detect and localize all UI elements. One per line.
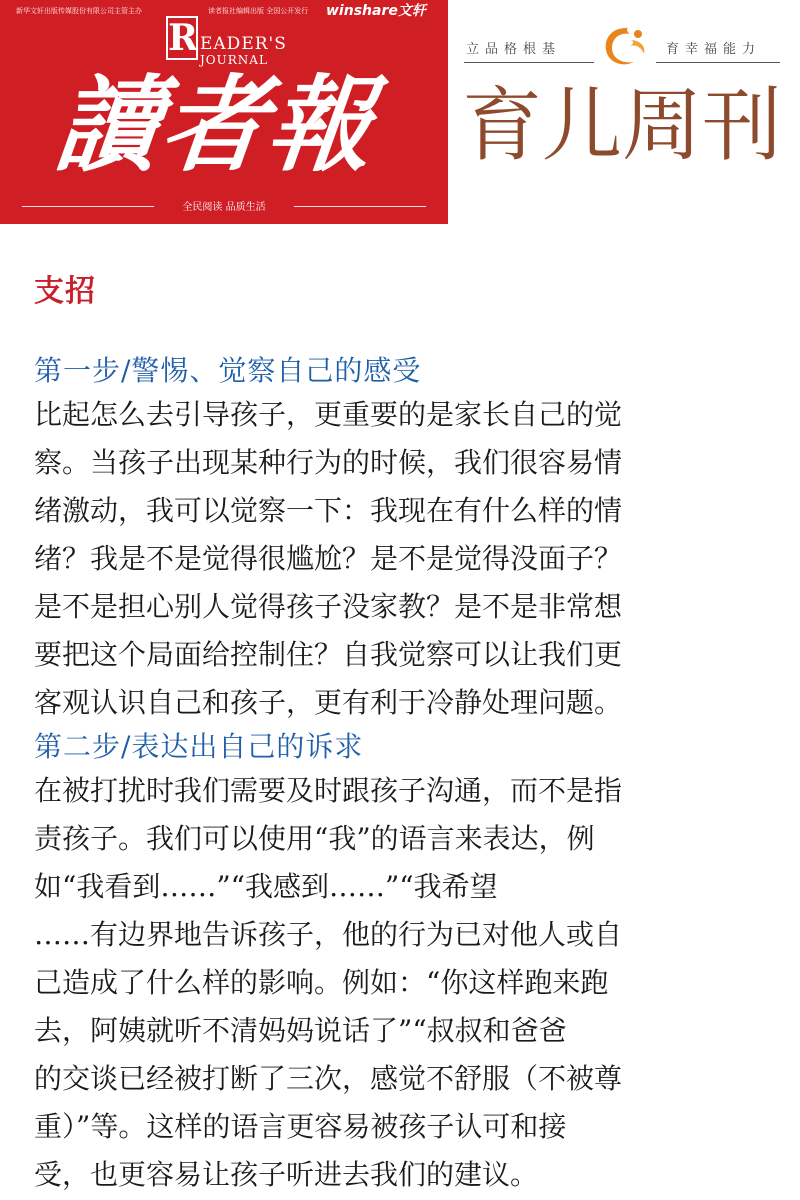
paragraph-line: ……有边界地告诉孩子，他的行为已对他人或自 [34,918,623,951]
paragraph-line: 重）”等。这样的语言更容易被孩子认可和接 [34,1110,567,1143]
logo-letter-r: R [168,17,198,59]
paragraph-line: 责孩子。我们可以使用“我”的语言来表达，例 [34,822,595,855]
swirl-logo-icon [600,22,652,70]
slogan-divider-right [294,206,426,207]
step-1-title: 第一步/警惕、觉察自己的感受 [34,354,422,387]
logo-journal: JOURNAL [200,53,268,67]
motto-right: 育幸福能力 [666,42,762,57]
paragraph-line: 如“我看到……”“我感到……”“我希望 [34,870,498,903]
step-2-title: 第二步/表达出自己的诉求 [34,730,364,763]
paragraph-line: 己造成了什么样的影响。例如：“你这样跑来跑 [34,966,609,999]
paragraph-line: 在被打扰时我们需要及时跟孩子沟通，而不是指 [34,774,623,807]
motto-divider-right [656,62,780,63]
motto-left: 立品格根基 [466,42,562,57]
paragraph-line: 比起怎么去引导孩子，更重要的是家长自己的觉 [34,398,623,431]
slogan-divider-left [22,206,154,207]
section-title: 支招 [34,274,96,309]
paragraph-line: 的交谈已经被打断了三次，感觉不舒服（不被尊 [34,1062,623,1095]
readers-journal-banner [0,0,448,224]
paragraph-line: 察。当孩子出现某种行为的时候，我们很容易情 [34,446,623,479]
paragraph-line: 客观认识自己和孩子，更有利于冷静处理问题。 [34,686,623,719]
weekly-header [462,0,800,224]
weekly-title: 育儿周刊 [462,79,782,172]
paragraph-line: 绪激动，我可以觉察一下：我现在有什么样的情 [34,494,623,527]
slogan: 全民阅读 品质生活 [182,202,266,213]
sponsor-text: 新华文轩出版传媒股份有限公司主管主办 [16,7,142,15]
newspaper-title: 讀者報 [49,63,381,186]
paragraph-line: 要把这个局面给控制住？自我觉察可以让我们更 [34,638,623,671]
paragraph-line: 受，也更容易让孩子听进去我们的建议。 [34,1158,539,1191]
paragraph-line: 去，阿姨就听不清妈妈说话了”“叔叔和爸爸 [34,1014,567,1047]
paragraph-line: 是不是担心别人觉得孩子没家教？是不是非常想 [34,590,623,623]
masthead [0,0,800,224]
logo-eaders: EADER'S [200,34,287,54]
motto-divider-left [464,62,594,63]
publisher-text: 读者报社编辑出版 全国公开发行 [208,7,309,15]
winshare-logo: winshare文轩 [326,3,426,19]
paragraph-line: 绪？我是不是觉得很尴尬？是不是觉得没面子？ [34,542,623,575]
